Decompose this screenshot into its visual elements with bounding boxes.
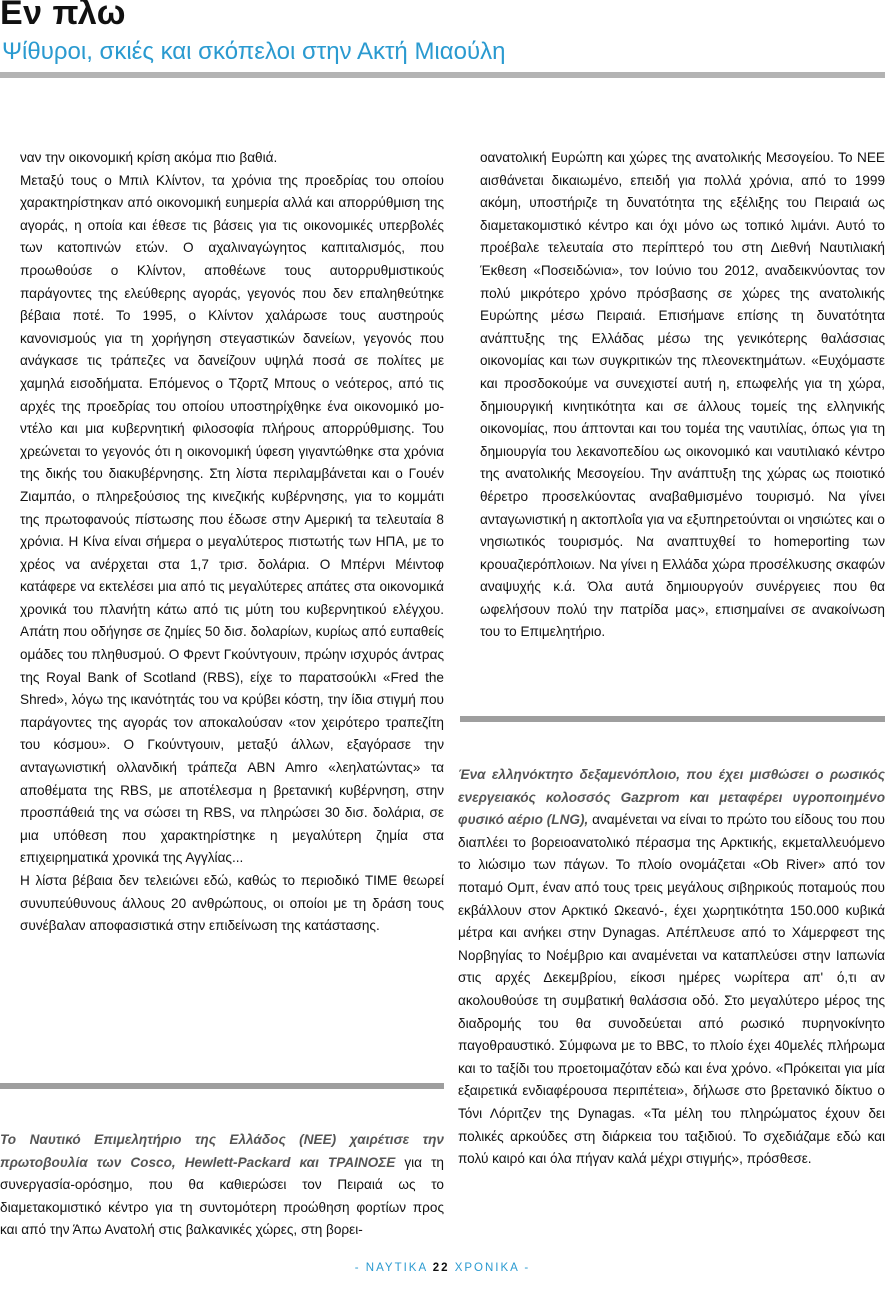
left-news-item bbox=[0, 1129, 444, 1242]
footer-magazine-first: ΝΑΥΤΙΚΑ bbox=[365, 1262, 428, 1274]
right-column bbox=[480, 147, 885, 644]
right-story-divider bbox=[460, 716, 885, 722]
left-column bbox=[20, 147, 444, 938]
left-news-lead: Το Ναυτικό Επιμελητήριο της Ελλάδος (ΝΕΕ) χαιρέτισε την πρωτοβουλία των Cosco, Hewlett-Packard και ΤΡΑΙΝΟΣΕ bbox=[0, 1132, 444, 1170]
left-news-text: για τη συνεργασία-ορόσημο, που θα καθιερώσει τον Πειραιά ως το διαμετακομιστικό κέντρο για τη συντομότερη προώθηση φορτίων προς και από την Άπω Ανατολή στις βαλκανικές χώρες, στη βορει- bbox=[0, 1154, 444, 1238]
right-paragraph-1: οανατολική Ευρώπη και χώρες της ανατολικής Μεσογείου. Το ΝΕΕ αισθάνεται δικαιωμένο, επειδή για πολλά χρόνια, από το 1999 ακόμη, υποστήριζε τη δυνατότητα της εξέλιξης του Πειραιά ως διαμετακομιστικό κέντρο και όχι μόνο ως τοπικό λιμάνι. Αυτό το προέβαλε τελευταία στο περίπτερό του στη Διεθνή Ναυτιλιακή Έκθεση «Ποσειδώνια», τον Ιούνιο του 2012, αναδεικνύοντας τον πολύ μικρότερο χρόνο πρόσβασης σε χώρες της ανατολικής Ευρώπης μέσω Πειραιά. Επισήμανε επίσης τη δυνατότητα ανάπτυξης της Ελλάδας μέσω της γενικότερης θαλάσσιας οικονομίας και των συγκριτικών της πλεονεκτημάτων. «Ευχόμαστε και προσδοκούμε να συνεχιστεί αυτή η, επωφελής για τη χώρα, δημιουργική κινητικότητα και σε άλλους τομείς της ελληνικής οικονομίας, που άπτονται και του τομέα της ναυτιλίας, όπως για τη δημιουργία του λεκανοπεδίου ως οικονομικό και ναυτιλιακό κέντρο της ανατολικής Μεσογείου. Την ανάπτυξη της χώρας ως ποιοτικό θέρετρο προσελκύοντας αναβαθμισμένο τουρισμό. Να γίνει ανταγωνιστική η ακτοπλοΐα για να εξυπηρετούνται οι νησιώτες και ο νησιωτικός τουρισμός. Να αναπτυχθεί το homeporting των κρουαζιερόπλοιων. Να γίνει η Ελλάδα χώρα προσέλκυσης σκαφών αναψυχής κ.ά. Όλα αυτά δημιουργούν συνέργειες που θα ωφελήσουν πολύ την πατρίδα μας», επισημαίνει σε ανακοίνωση του το Επιμελητήριο. bbox=[480, 150, 885, 640]
footer-dash-left: - bbox=[354, 1262, 361, 1274]
right-news-text: αναμένεται να είναι το πρώτο του είδους του που διαπλέει το βορειοανατολικό πέρασμα της Αρκτικής, εκμεταλλευόμενο το λιώσιμο των πάγων. Το πλοίο ονομάζεται «Ob River» από τον ποταμό Ομπ, έναν από τους τρεις μεγάλους σιβηρικούς ποταμούς που εκβάλλουν στον Αρκτικό Ωκεανό-, έχει χωρητικότητα 150.000 κυβικά μέτρα και ανήκει στην Dynagas. Απέπλευσε από το Χάμερφεστ της Νορβηγίας το Νοέμβριο και αναμένεται να καταπλεύσει στην Ιαπωνία στις αρχές Δεκεμβρίου, είκοσι ημέρες νωρίτερα απ' ό,τι αν ακολουθούσε τη συμβατική θαλάσσια οδό. Στο μεγαλύτερο μέρος της διαδρομής του θα συνοδεύεται από ρωσικό πυρηνοκίνητο παγοθραυστικό. Σύμφωνα με το BBC, το πλοίο έχει 40μελές πλήρωμα και το ταξίδι του προετοιμαζόταν εδώ και ένα χρόνο. «Πρόκειται για μία εξαιρετικά ενδιαφέρουσα περιπέτεια», δήλωσε στο βρετανικό δίκτυο ο Τόνι Λόριτζεν της Dynagas. «Τα μέλη του πληρώματος έχουν δει πολικές αρκούδες στη διάρκεια του ταξιδιού. Το σχεδιάζαμε εδώ και πολύ καιρό και όλα πήγαν καλά μέχρι στιγμής», πρόσθεσε. bbox=[458, 812, 885, 1167]
footer-dash-right: - bbox=[524, 1262, 531, 1274]
page-number: 22 bbox=[432, 1262, 450, 1274]
page-footer bbox=[0, 1262, 885, 1274]
left-story-divider bbox=[0, 1083, 444, 1089]
right-news-item bbox=[458, 764, 885, 1171]
left-paragraph-1: ναν την οικονομική κρίση ακόμα πιο βαθιά. Μεταξύ τους ο Μπιλ Κλίντον, τα χρόνια της προεδρίας του οποίου χαρακτηρίστηκαν από οικονομική ευημερία αλλά και απορρύθμιση της αγοράς, η οποία και έθεσε τις βάσεις για τις οικονομικές υπερβολές των κατοπινών ετών. Ο αχαλιναγώγητος καπιταλισμός, που προωθούσε ο Κλίντον, αποθέωνε τους αυτορρυθμιστικούς παράγοντες της ελεύθερης αγοράς, γεγονός που δεν επαληθεύτηκε βέβαια ποτέ. Το 1995, ο Κλίντον χαλάρωσε τους αυστηρούς κανονισμούς για τη χορήγηση στεγαστικών δανείων, γεγονός που ανάγκασε τις τράπεζες να δανείζουν υψηλά ποσά σε πολίτες με χαμηλά εισοδήματα. Επόμενος ο Τζορτζ Μπους ο νεότερος, από τις αρχές της προεδρίας του οποίου υποστηρίχθηκε ένα οικονομικό μο-ντέλο και μια κυβερνητική φιλοσοφία πλήρους απορρύθμισης. Του χρεώνεται το γεγονός ότι η οικονομική ύφεση γιγαντώθηκε στα χρόνια της δικής του διακυβέρνησης. Στη λίστα περιλαμβάνεται και ο Γουέν Ζιαμπάο, ο πληρεξούσιος της κινεζικής κυβέρνησης, για το κομμάτι της πρωτοφανούς πίστωσης που έδωσε στην Αμερική τα τελευταία 8 χρόνια. Η Κίνα είναι σήμερα ο μεγαλύτερος πιστωτής των ΗΠΑ, με το χρέος να ανέρχεται στα 1,7 τρισ. δολάρια. Ο Μπέρνι Μέιντοφ κατάφερε να εκτελέσει μια από τις μεγαλύτερες απάτες στα οικονομικά χρονικά του πλανήτη κάτω από τις μύτη του κυβερνητικού ελέγχου. Απάτη που οδήγησε σε ζημίες 50 δισ. δολαρίων, κυρίως από ευπαθείς ομάδες του πληθυσμού. Ο Φρεντ Γκούντγουιν, πρώην ισχυρός άντρας της Royal Bank of Scotland (RBS), είχε το παρατσούκλι «Fred the Shred», λόγω της ικανότητάς του να κρύβει κόστη, την ίδια στιγμή που παράγοντες της αγοράς τον αποκαλούσαν «τον χειρότερο τραπεζίτη του κόσμου». Ο Γκούντγουιν, μεταξύ άλλων, εξαγόρασε την ανταγωνιστική ολλανδική τράπεζα ABN Amro «λεηλατώντας» τα αποθέματα της RBS, με αποτέλεσμα η βρετανική κυβέρνηση, στην προσπάθειά της να σώσει τη RBS, να πληρώσει 30 δισ. δολάρια, σε μια υπόθεση που χαρακτηρίστηκε η μεγαλύτερη ζημία στα επιχειρηματικά χρονικά της Αγγλίας... bbox=[20, 150, 444, 866]
right-news-lead: Ένα ελληνόκτητο δεξαμενόπλοιο, που έχει μισθώσει ο ρωσικός ενεργειακός κολοσσός Gazprom και μεταφέρει υγροποιημένο φυσικό αέριο (LNG), bbox=[458, 767, 885, 828]
footer-magazine-second: ΧΡΟΝΙΚΑ bbox=[454, 1262, 520, 1274]
article-subtitle: Ψίθυροι, σκιές και σκόπελοι στην Ακτή Μιαούλη bbox=[2, 38, 506, 65]
section-title: Εν πλω bbox=[0, 0, 127, 32]
header-divider bbox=[0, 72, 885, 78]
left-paragraph-2: Η λίστα βέβαια δεν τελειώνει εδώ, καθώς το περιοδικό TIME θεωρεί συνυπεύθυνους άλλους 20 ανθρώπους, οι οποίοι με τη δράση τους συνέβαλαν αποφασιστικά στην επιδείνωση της κατάστασης. bbox=[20, 873, 444, 934]
